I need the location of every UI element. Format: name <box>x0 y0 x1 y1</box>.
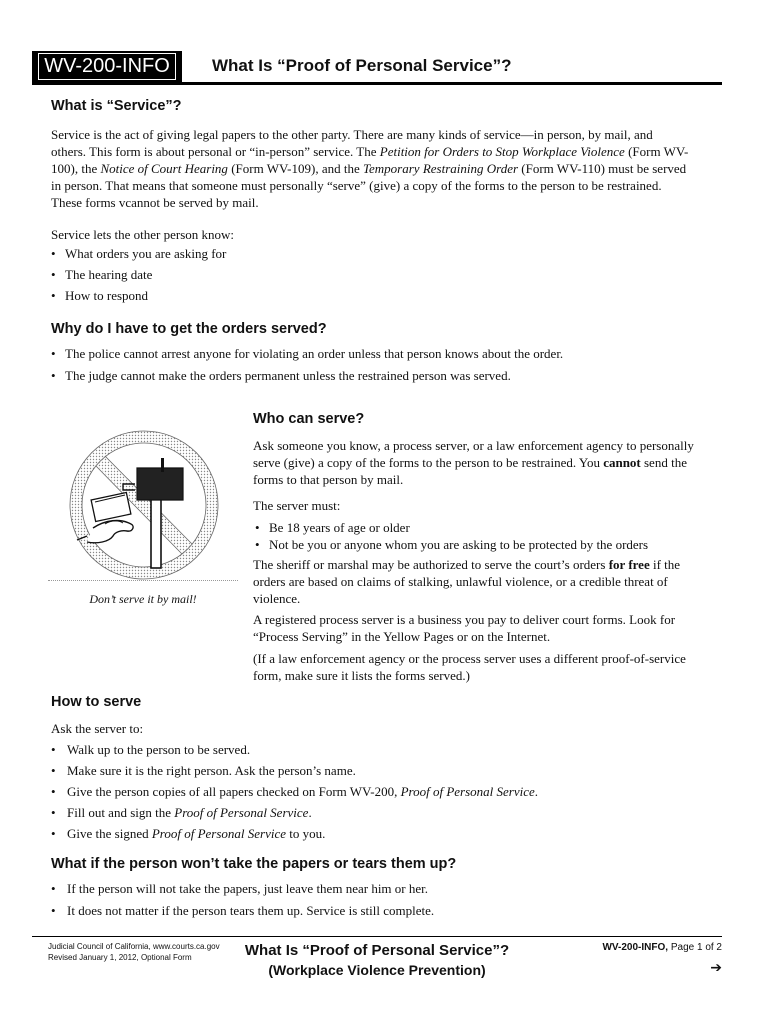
refuse-list <box>51 880 691 924</box>
page-title: What Is “Proof of Personal Service”? <box>212 56 512 75</box>
list-item: • Not be you or anyone whom you are asking to be protected by the orders <box>255 536 710 553</box>
how-list <box>51 741 691 846</box>
server-requirements-list <box>255 519 710 553</box>
illustration-caption: Don’t serve it by mail! <box>89 592 197 606</box>
illustration-divider <box>48 580 238 581</box>
next-page-arrow-icon[interactable]: ➔ <box>710 960 722 976</box>
service-paragraph: Service is the act of giving legal papers to the other party. There are many kinds of service—in person, by mail, and others. This form is about personal or “in-person” service. The Petition for Orders to Stop Workplace Violence (Form WV-100), the Notice of Court Hearing (Form WV-109), and the Temporary Restraining Order (Form WV-110) must be served in person. That means that someone must personally “serve” (give) a copy of the forms to the person to be restrained. These forms vcannot be served by mail. <box>51 127 689 210</box>
list-item: • Walk up to the person to be served. <box>51 741 691 762</box>
footer-rule <box>32 936 722 937</box>
list-item: • The judge cannot make the orders permanent unless the restrained person was served. <box>51 367 711 389</box>
list-item: • How to respond <box>51 287 691 308</box>
who-paragraph-2: The sheriff or marshal may be authorized to serve the court’s orders for free if the orders are based on claims of stalking, unlawful violence, or a credible threat of violence. <box>253 557 681 606</box>
footer-page-info <box>602 941 722 955</box>
footer-page-number: Page 1 of 2 <box>668 942 722 953</box>
list-item: • If the person will not take the papers, just leave them near him or her. <box>51 880 691 902</box>
list-item: • Fill out and sign the Proof of Personal Service. <box>51 804 691 825</box>
list-item: • It does not matter if the person tears them up. Service is still complete. <box>51 902 691 924</box>
section-heading-how: How to serve <box>51 694 142 710</box>
service-list <box>51 245 691 308</box>
form-id-badge <box>32 51 182 82</box>
no-mail-service-icon <box>65 428 223 583</box>
header-rule <box>32 82 722 85</box>
server-intro: The server must: <box>253 498 341 513</box>
footer-publisher: Judicial Council of California, www.courts.ca.gov <box>48 942 220 951</box>
section-heading-refuse: What if the person won’t take the papers or tears them up? <box>51 856 457 872</box>
footer-center <box>222 941 532 980</box>
who-paragraph-3: A registered process server is a business you pay to deliver court forms. Look for “Process Serving” in the Yellow Pages or on the Internet. <box>253 612 676 644</box>
list-item: • Be 18 years of age or older <box>255 519 710 536</box>
list-item: • Give the signed Proof of Personal Service to you. <box>51 825 691 846</box>
list-item: • The hearing date <box>51 266 691 287</box>
list-item: • The police cannot arrest anyone for violating an order unless that person knows about the order. <box>51 345 711 367</box>
form-id-text: WV-200-INFO <box>38 53 176 80</box>
footer-subtitle: (Workplace Violence Prevention) <box>268 962 486 978</box>
footer-title: What Is “Proof of Personal Service”? <box>244 942 510 959</box>
how-intro: Ask the server to: <box>51 721 144 736</box>
service-intro: Service lets the other person know: <box>51 227 235 242</box>
list-item: • Give the person copies of all papers checked on Form WV-200, Proof of Personal Service. <box>51 783 691 804</box>
section-heading-service: What is “Service”? <box>51 98 182 114</box>
list-item: • Make sure it is the right person. Ask the person’s name. <box>51 762 691 783</box>
footer-left <box>48 941 220 963</box>
why-list <box>51 345 711 389</box>
footer-form-id: WV-200-INFO, <box>602 942 669 953</box>
footer-revision: Revised January 1, 2012, Optional Form <box>48 953 192 962</box>
section-heading-why: Why do I have to get the orders served? <box>51 321 327 337</box>
who-paragraph-1: Ask someone you know, a process server, or a law enforcement agency to personally serve (give) a copy of the forms to the person to be restrained. You cannot send the forms to that person by mail. <box>253 438 694 487</box>
list-item: • What orders you are asking for <box>51 245 691 266</box>
who-paragraph-4: (If a law enforcement agency or the process server uses a different proof-of-service form, make sure it lists the forms served.) <box>253 651 686 683</box>
section-heading-who: Who can serve? <box>253 411 365 427</box>
